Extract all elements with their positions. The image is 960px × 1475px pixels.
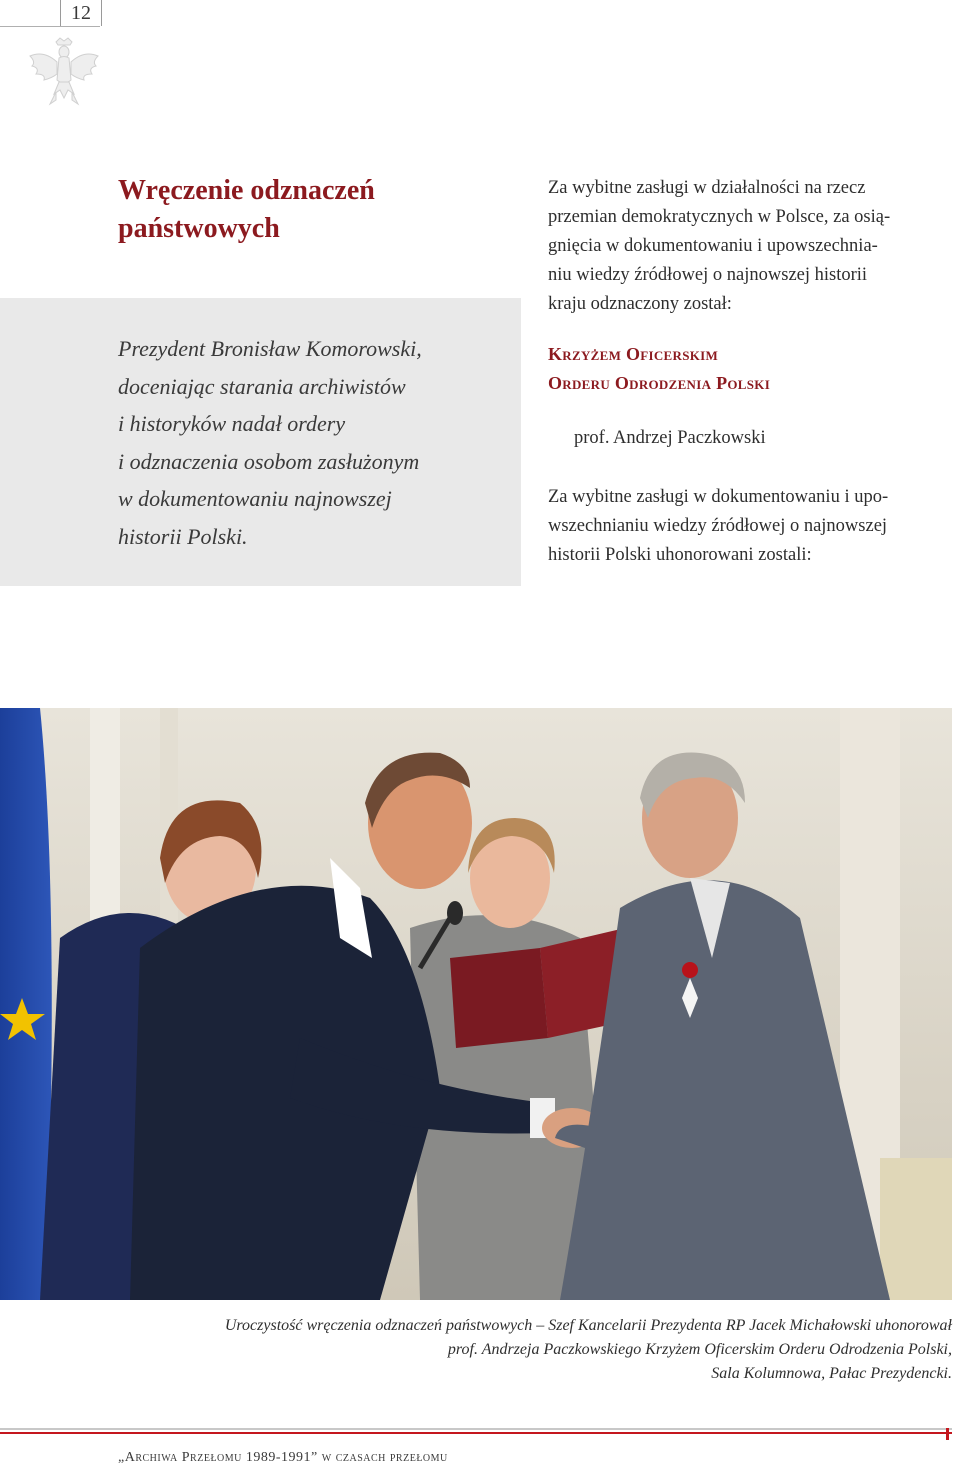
paragraph-line: Za wybitne zasługi w działalności na rzecz bbox=[548, 178, 866, 198]
footer-rule-grey bbox=[0, 1428, 952, 1430]
paragraph-line: niu wiedzy źródłowej o najnowszej historii bbox=[548, 265, 868, 285]
lead-line: i historyków nadał ordery bbox=[118, 411, 346, 437]
paragraph-line: Za wybitne zasługi w dokumentowaniu i upo- bbox=[548, 487, 889, 507]
section-title-line: Wręczenie odznaczeń bbox=[118, 175, 375, 206]
section-title bbox=[118, 172, 498, 248]
caption-line: Sala Kolumnowa, Pałac Prezydencki. bbox=[711, 1365, 952, 1382]
lead-line: doceniając starania archiwistów bbox=[118, 373, 406, 399]
caption-line: prof. Andrzeja Paczkowskiego Krzyżem Oficerskim Orderu Odrodzenia Polski, bbox=[447, 1341, 952, 1358]
header-rule bbox=[0, 26, 100, 27]
award-line: Orderu Odrodzenia Polski bbox=[548, 373, 771, 393]
lead-line: Prezydent Bronisław Komorowski, bbox=[118, 336, 422, 361]
award-name bbox=[548, 340, 952, 398]
lead-text bbox=[118, 330, 518, 556]
paragraph-line: kraju odznaczony został: bbox=[548, 294, 732, 314]
paragraph-line: przemian demokratycznych w Polsce, za osią- bbox=[548, 207, 891, 227]
paragraph-line: gnięcia w dokumentowaniu i upowszechnia- bbox=[548, 236, 878, 256]
award-line: Krzyżem Oficerskim bbox=[548, 344, 719, 364]
recipient-name: prof. Andrzej Paczkowski bbox=[574, 428, 766, 448]
intro-paragraph bbox=[548, 174, 952, 319]
footer-rule-tick bbox=[946, 1428, 949, 1440]
photo-caption bbox=[196, 1314, 952, 1386]
paragraph-line: wszechnianiu wiedzy źródłowej o najnowszej bbox=[548, 516, 888, 536]
second-paragraph bbox=[548, 483, 952, 570]
paragraph-line: historii Polski uhonorowani zostali: bbox=[548, 545, 812, 565]
lead-line: historii Polski. bbox=[118, 523, 248, 549]
section-title-line: państwowych bbox=[118, 213, 280, 244]
lead-line: w dokumentowaniu najnowszej bbox=[118, 486, 392, 512]
lead-line: i odznaczenia osobom zasłużonym bbox=[118, 448, 420, 474]
caption-line: Uroczystość wręczenia odznaczeń państwowych – Szef Kancelarii Prezydenta RP Jacek Michałowski uhonorował bbox=[224, 1317, 952, 1334]
page-number: 12 bbox=[60, 0, 102, 26]
running-footer: „Archiwa Przełomu 1989-1991” w czasach przełomu bbox=[118, 1450, 448, 1465]
ceremony-photo bbox=[0, 708, 952, 1300]
polish-eagle-icon bbox=[26, 36, 102, 108]
footer-rule-red bbox=[0, 1432, 952, 1434]
